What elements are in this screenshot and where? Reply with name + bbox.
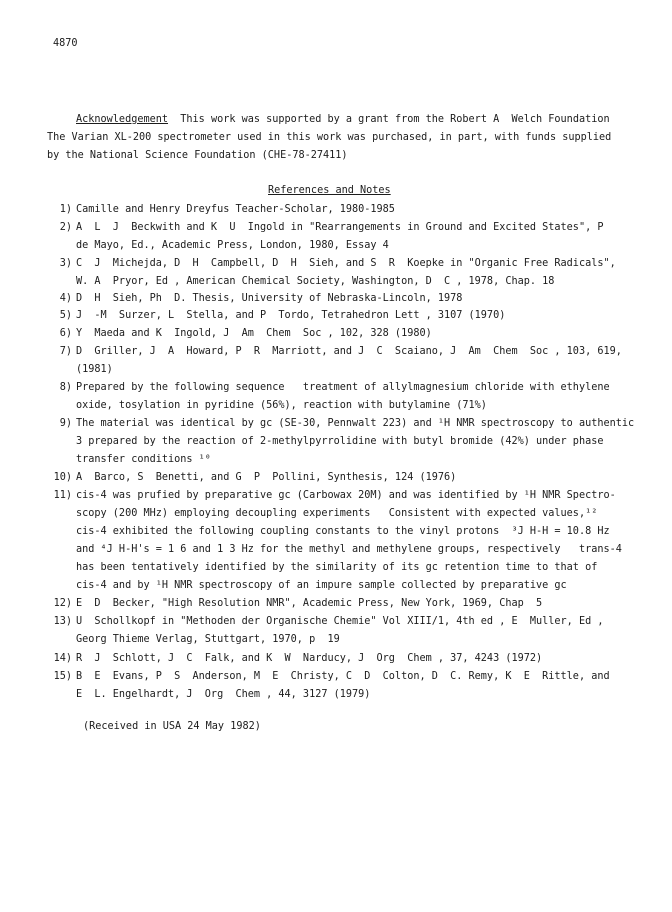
- reference-text-line: J -M Surzer, L Stella, and P Tordo, Tetrahedron Lett , 3107 (1970): [76, 310, 506, 321]
- reference-number: 6): [59, 328, 72, 339]
- reference-text-line: Georg Thieme Verlag, Stuttgart, 1970, p 19: [76, 634, 340, 645]
- reference-text-line: 3 prepared by the reaction of 2-methylpyrrolidine with butyl bromide (42%) under phase: [76, 436, 604, 447]
- reference-number: 1): [59, 204, 72, 215]
- reference-text-line: B E Evans, P S Anderson, M E Christy, C D Colton, D C. Remy, K E Rittle, and: [76, 671, 610, 682]
- reference-text-line: Prepared by the following sequence treatment of allylmagnesium chloride with ethylene: [76, 382, 610, 393]
- reference-text-line: U Schollkopf in "Methoden der Organische Chemie" Vol XIII/1, 4th ed , E Muller, Ed ,: [76, 616, 604, 627]
- references-heading: References and Notes: [268, 185, 391, 196]
- reference-number: 7): [59, 346, 72, 357]
- reference-text-line: D H Sieh, Ph D. Thesis, University of Nebraska-Lincoln, 1978: [76, 293, 463, 304]
- reference-number: 9): [59, 418, 72, 429]
- acknowledgement-line-2: The Varian XL-200 spectrometer used in this work was purchased, in part, with funds supplied: [47, 132, 612, 143]
- reference-text-line: and ⁴J H-H's = 1 6 and 1 3 Hz for the methyl and methylene groups, respectively trans-4: [76, 544, 622, 555]
- page-number: 4870: [53, 38, 78, 49]
- reference-number: 5): [59, 310, 72, 321]
- reference-text-line: de Mayo, Ed., Academic Press, London, 1980, Essay 4: [76, 240, 389, 251]
- reference-number: 15): [53, 671, 72, 682]
- acknowledgement-heading: Acknowledgement: [76, 114, 169, 125]
- reference-number: 14): [53, 653, 72, 664]
- reference-text-line: E L. Engelhardt, J Org Chem , 44, 3127 (1979): [76, 689, 371, 700]
- reference-text-line: cis-4 was prufied by preparative gc (Carbowax 20M) and was identified by ¹H NMR Spectro-: [76, 490, 616, 501]
- reference-number: 12): [53, 598, 72, 609]
- acknowledgement-line-1: [76, 114, 610, 126]
- reference-text-line: transfer conditions ¹⁰: [76, 454, 211, 465]
- reference-number: 4): [59, 293, 72, 304]
- reference-number: 8): [59, 382, 72, 393]
- reference-text-line: D Griller, J A Howard, P R Marriott, and J C Scaiano, J Am Chem Soc , 103, 619,: [76, 346, 622, 357]
- acknowledgement-line-3: by the National Science Foundation (CHE-78-27411): [47, 150, 348, 161]
- reference-text-line: oxide, tosylation in pyridine (56%), reaction with butylamine (71%): [76, 400, 487, 411]
- reference-text-line: cis-4 exhibited the following coupling constants to the vinyl protons ³J H-H = 10.8 Hz: [76, 526, 610, 537]
- reference-text-line: The material was identical by gc (SE-30, Pennwalt 223) and ¹H NMR spectroscopy to authentic: [76, 418, 635, 429]
- reference-text-line: Camille and Henry Dreyfus Teacher-Scholar, 1980-1985: [76, 204, 395, 215]
- received-date: (Received in USA 24 May 1982): [83, 721, 261, 732]
- reference-text-line: scopy (200 MHz) employing decoupling experiments Consistent with expected values,¹²: [76, 508, 598, 519]
- reference-number: 11): [53, 490, 72, 501]
- reference-text-line: C J Michejda, D H Campbell, D H Sieh, and S R Koepke in "Organic Free Radicals",: [76, 258, 616, 269]
- reference-text-line: E D Becker, "High Resolution NMR", Academic Press, New York, 1969, Chap 5: [76, 598, 543, 609]
- reference-text-line: has been tentatively identified by the similarity of its gc retention time to that of: [76, 562, 598, 573]
- acknowledgement-text: This work was supported by a grant from the Robert A Welch Foundation: [168, 114, 610, 125]
- reference-text-line: Y Maeda and K Ingold, J Am Chem Soc , 102, 328 (1980): [76, 328, 432, 339]
- reference-number: 3): [59, 258, 72, 269]
- reference-text-line: A L J Beckwith and K U Ingold in "Rearrangements in Ground and Excited States", P: [76, 222, 604, 233]
- reference-text-line: (1981): [76, 364, 113, 375]
- reference-number: 10): [53, 472, 72, 483]
- reference-text-line: A Barco, S Benetti, and G P Pollini, Synthesis, 124 (1976): [76, 472, 457, 483]
- reference-number: 2): [59, 222, 72, 233]
- reference-text-line: cis-4 and by ¹H NMR spectroscopy of an impure sample collected by preparative gc: [76, 580, 567, 591]
- reference-text-line: W. A Pryor, Ed , American Chemical Society, Washington, D C , 1978, Chap. 18: [76, 276, 555, 287]
- reference-text-line: R J Schlott, J C Falk, and K W Narducy, J Org Chem , 37, 4243 (1972): [76, 653, 543, 664]
- reference-number: 13): [53, 616, 72, 627]
